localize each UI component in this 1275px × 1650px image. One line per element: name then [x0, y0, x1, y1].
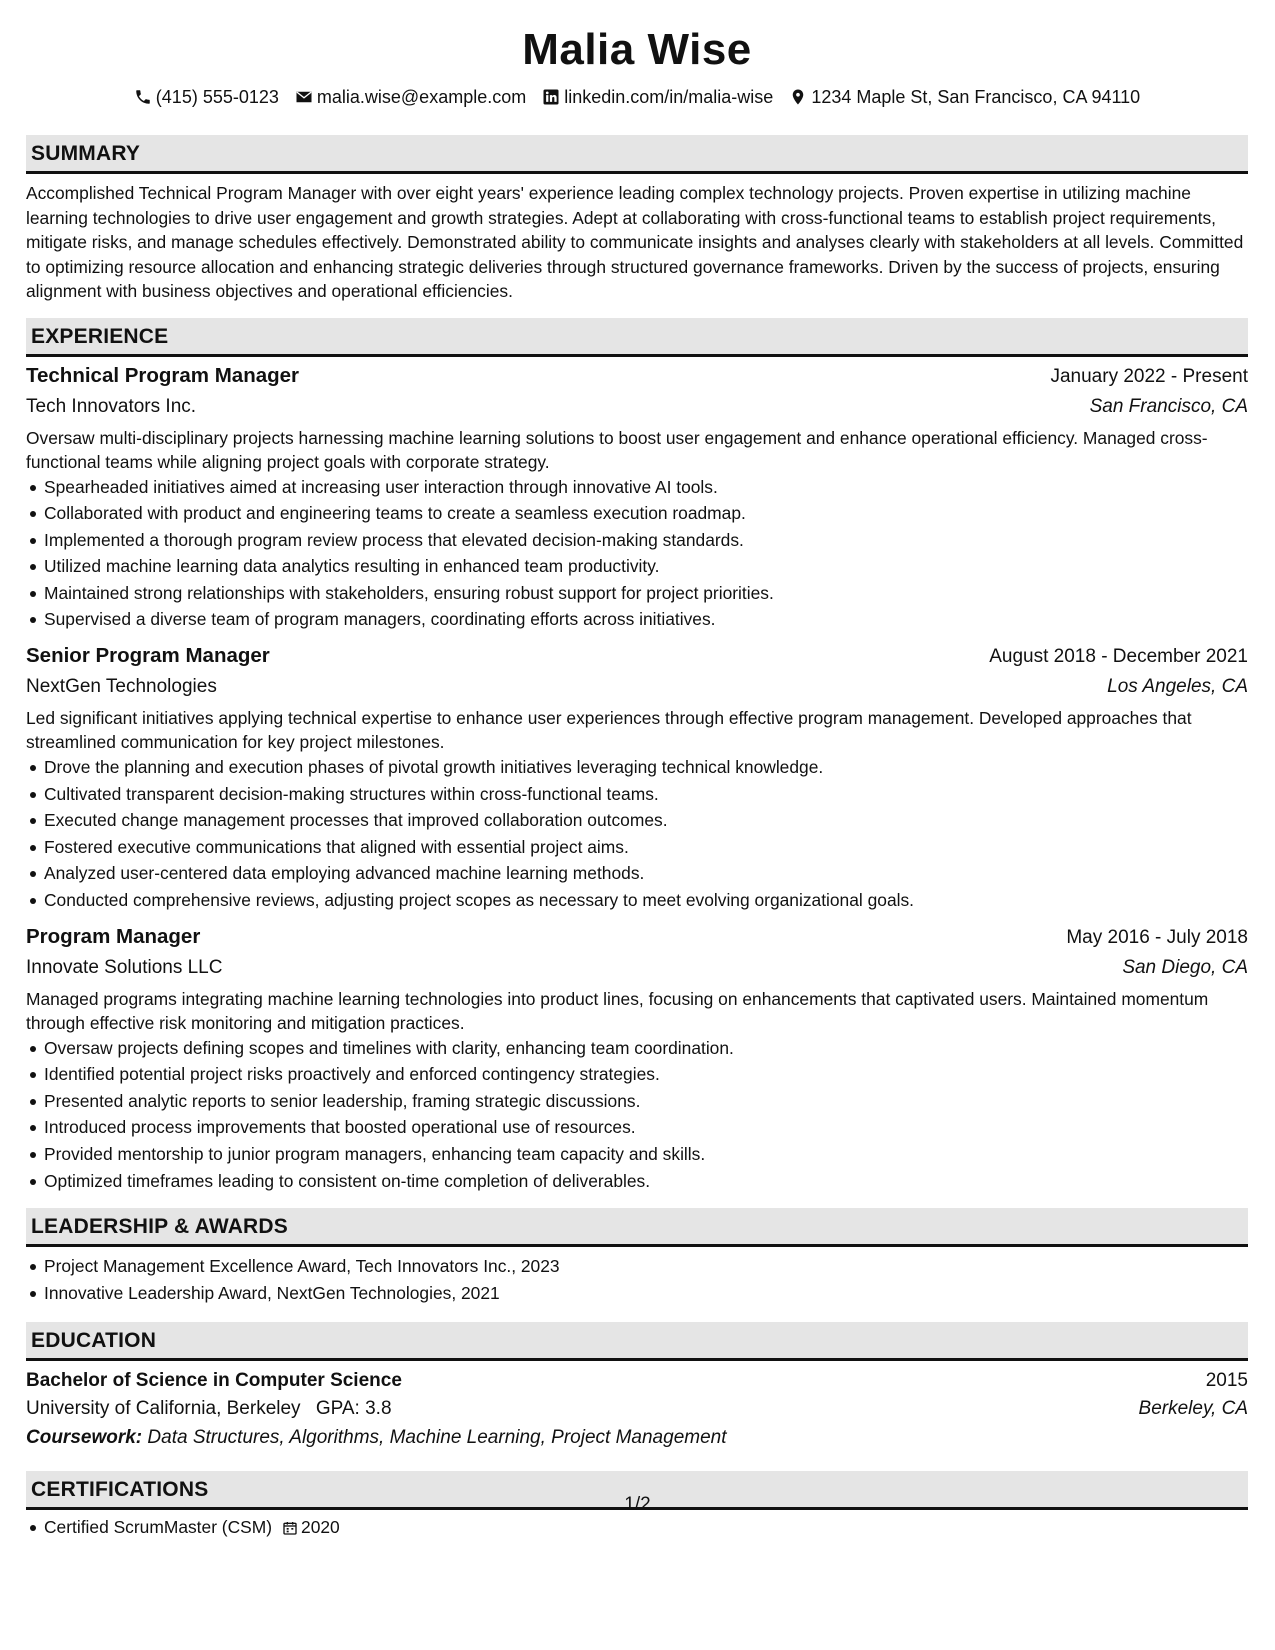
contact-address	[789, 86, 1140, 108]
job-title: Technical Program Manager	[26, 363, 300, 387]
list-item: Identified potential project risks proactively and enforced contingency strategies.	[44, 1061, 1248, 1088]
job-summary: Managed programs integrating machine learning technologies into product lines, focusing on enhancements that captivated users. Maintained momentum through effective risk monitoring and mitigation practices.	[26, 988, 1209, 1033]
job-bullets	[26, 754, 1248, 914]
awards-section	[26, 1208, 1248, 1306]
contact-phone[interactable]	[134, 86, 279, 108]
envelope-icon	[295, 88, 313, 106]
school-location: Berkeley, CA	[1138, 1398, 1248, 1420]
job-entry	[26, 641, 1248, 914]
list-item: Fostered executive communications that aligned with essential project aims.	[44, 834, 1248, 861]
school-name: University of California, Berkeley	[26, 1398, 301, 1420]
certifications-list	[26, 1514, 1248, 1541]
map-pin-icon	[789, 88, 807, 106]
candidate-name: Malia Wise	[522, 25, 752, 74]
list-item: Introduced process improvements that boosted operational use of resources.	[44, 1114, 1248, 1141]
list-item: Presented analytic reports to senior leadership, framing strategic discussions.	[44, 1088, 1248, 1115]
list-item: Provided mentorship to junior program managers, enhancing team capacity and skills.	[44, 1141, 1248, 1168]
phone-text: (415) 555-0123	[155, 87, 279, 107]
job-bullets	[26, 1035, 1248, 1195]
list-item: Conducted comprehensive reviews, adjusting project scopes as necessary to meet evolving organizational goals.	[44, 887, 1248, 914]
education-section	[26, 1322, 1248, 1453]
list-item: Optimized timeframes leading to consistent on-time completion of deliverables.	[44, 1168, 1248, 1195]
job-title: Program Manager	[26, 924, 201, 948]
certification-date	[282, 1514, 340, 1541]
section-heading: LEADERSHIP & AWARDS	[26, 1208, 1248, 1247]
contact-bar	[26, 86, 1248, 108]
list-item: Drove the planning and execution phases of pivotal growth initiatives leveraging technical knowledge.	[44, 754, 1248, 781]
awards-list	[26, 1253, 1248, 1306]
linkedin-icon	[542, 88, 560, 106]
section-heading: EXPERIENCE	[26, 318, 1248, 357]
linkedin-text: linkedin.com/in/malia-wise	[564, 87, 774, 107]
address-text: 1234 Maple St, San Francisco, CA 94110	[811, 87, 1141, 107]
coursework-label: Coursework:	[26, 1427, 143, 1449]
job-title: Senior Program Manager	[26, 644, 270, 668]
list-item: Innovative Leadership Award, NextGen Technologies, 2021	[44, 1280, 1248, 1307]
job-company: Innovate Solutions LLC	[26, 956, 223, 978]
job-location: San Diego, CA	[1122, 956, 1248, 978]
list-item: Cultivated transparent decision-making structures within cross-functional teams.	[44, 781, 1248, 808]
list-item: Project Management Excellence Award, Tech Innovators Inc., 2023	[44, 1253, 1248, 1280]
job-bullets	[26, 474, 1248, 634]
job-company: Tech Innovators Inc.	[26, 395, 197, 417]
degree-title: Bachelor of Science in Computer Science	[26, 1370, 402, 1392]
summary-section	[26, 135, 1248, 304]
resume-page	[26, 0, 1248, 1541]
list-item	[44, 1514, 1248, 1541]
list-item: Utilized machine learning data analytics resulting in enhanced team productivity.	[44, 553, 1248, 580]
gpa: GPA: 3.8	[315, 1398, 392, 1420]
contact-linkedin[interactable]	[542, 86, 773, 108]
section-heading: SUMMARY	[26, 135, 1248, 174]
summary-text: Accomplished Technical Program Manager with over eight years' experience leading complex technology projects. Proven expertise in utilizing machine learning technologies to drive user engagement and growth strategies. Adept at collaborating with cross-functional teams to establish project requirements, mitigate risks, and manage schedules effectively. Demonstrated ability to communicate insights and analyses clearly with stakeholders at all levels. Committed to optimizing resource allocation and enhancing strategic deliveries through structured governance frameworks. Driven by the success of projects, ensuring alignment with business objectives and operational efficiencies.	[26, 183, 1244, 301]
list-item: Supervised a diverse team of program managers, coordinating efforts across initiatives.	[44, 606, 1248, 633]
certification-year: 2020	[301, 1517, 340, 1538]
certification-name: Certified ScrumMaster (CSM)	[44, 1517, 273, 1538]
list-item: Spearheaded initiatives aimed at increasing user interaction through innovative AI tools.	[44, 474, 1248, 501]
job-company: NextGen Technologies	[26, 676, 217, 698]
list-item: Implemented a thorough program review process that elevated decision-making standards.	[44, 527, 1248, 554]
job-summary: Led significant initiatives applying technical expertise to enhance user experiences through effective program management. Developed approaches that streamlined communication for key project milestones.	[26, 708, 1192, 753]
calendar-icon	[282, 1520, 298, 1536]
job-entry	[26, 922, 1248, 1195]
job-location: Los Angeles, CA	[1107, 676, 1248, 698]
experience-section	[26, 318, 1248, 1195]
contact-email[interactable]	[295, 86, 526, 108]
list-item: Analyzed user-centered data employing advanced machine learning methods.	[44, 860, 1248, 887]
job-summary: Oversaw multi-disciplinary projects harnessing machine learning solutions to boost user engagement and enhance operational efficiency. Managed cross-functional teams while aligning project goals with corporate strategy.	[26, 427, 1208, 472]
list-item: Maintained strong relationships with stakeholders, ensuring robust support for project priorities.	[44, 580, 1248, 607]
job-dates: January 2022 - Present	[1050, 365, 1248, 387]
job-location: San Francisco, CA	[1089, 395, 1248, 417]
section-heading: EDUCATION	[26, 1322, 1248, 1361]
email-text: malia.wise@example.com	[316, 87, 527, 107]
coursework-list: Data Structures, Algorithms, Machine Learning, Project Management	[147, 1427, 727, 1449]
coursework	[26, 1423, 1248, 1453]
page-number: 1/2	[624, 1494, 651, 1515]
list-item: Executed change management processes that improved collaboration outcomes.	[44, 807, 1248, 834]
job-entry	[26, 361, 1248, 634]
section-heading: CERTIFICATIONS	[26, 1471, 1248, 1510]
job-dates: May 2016 - July 2018	[1066, 926, 1248, 948]
phone-icon	[134, 88, 152, 106]
list-item: Oversaw projects defining scopes and timelines with clarity, enhancing team coordination.	[44, 1035, 1248, 1062]
job-dates: August 2018 - December 2021	[989, 646, 1248, 668]
graduation-year: 2015	[1205, 1370, 1248, 1392]
list-item: Collaborated with product and engineering teams to create a seamless execution roadmap.	[44, 500, 1248, 527]
